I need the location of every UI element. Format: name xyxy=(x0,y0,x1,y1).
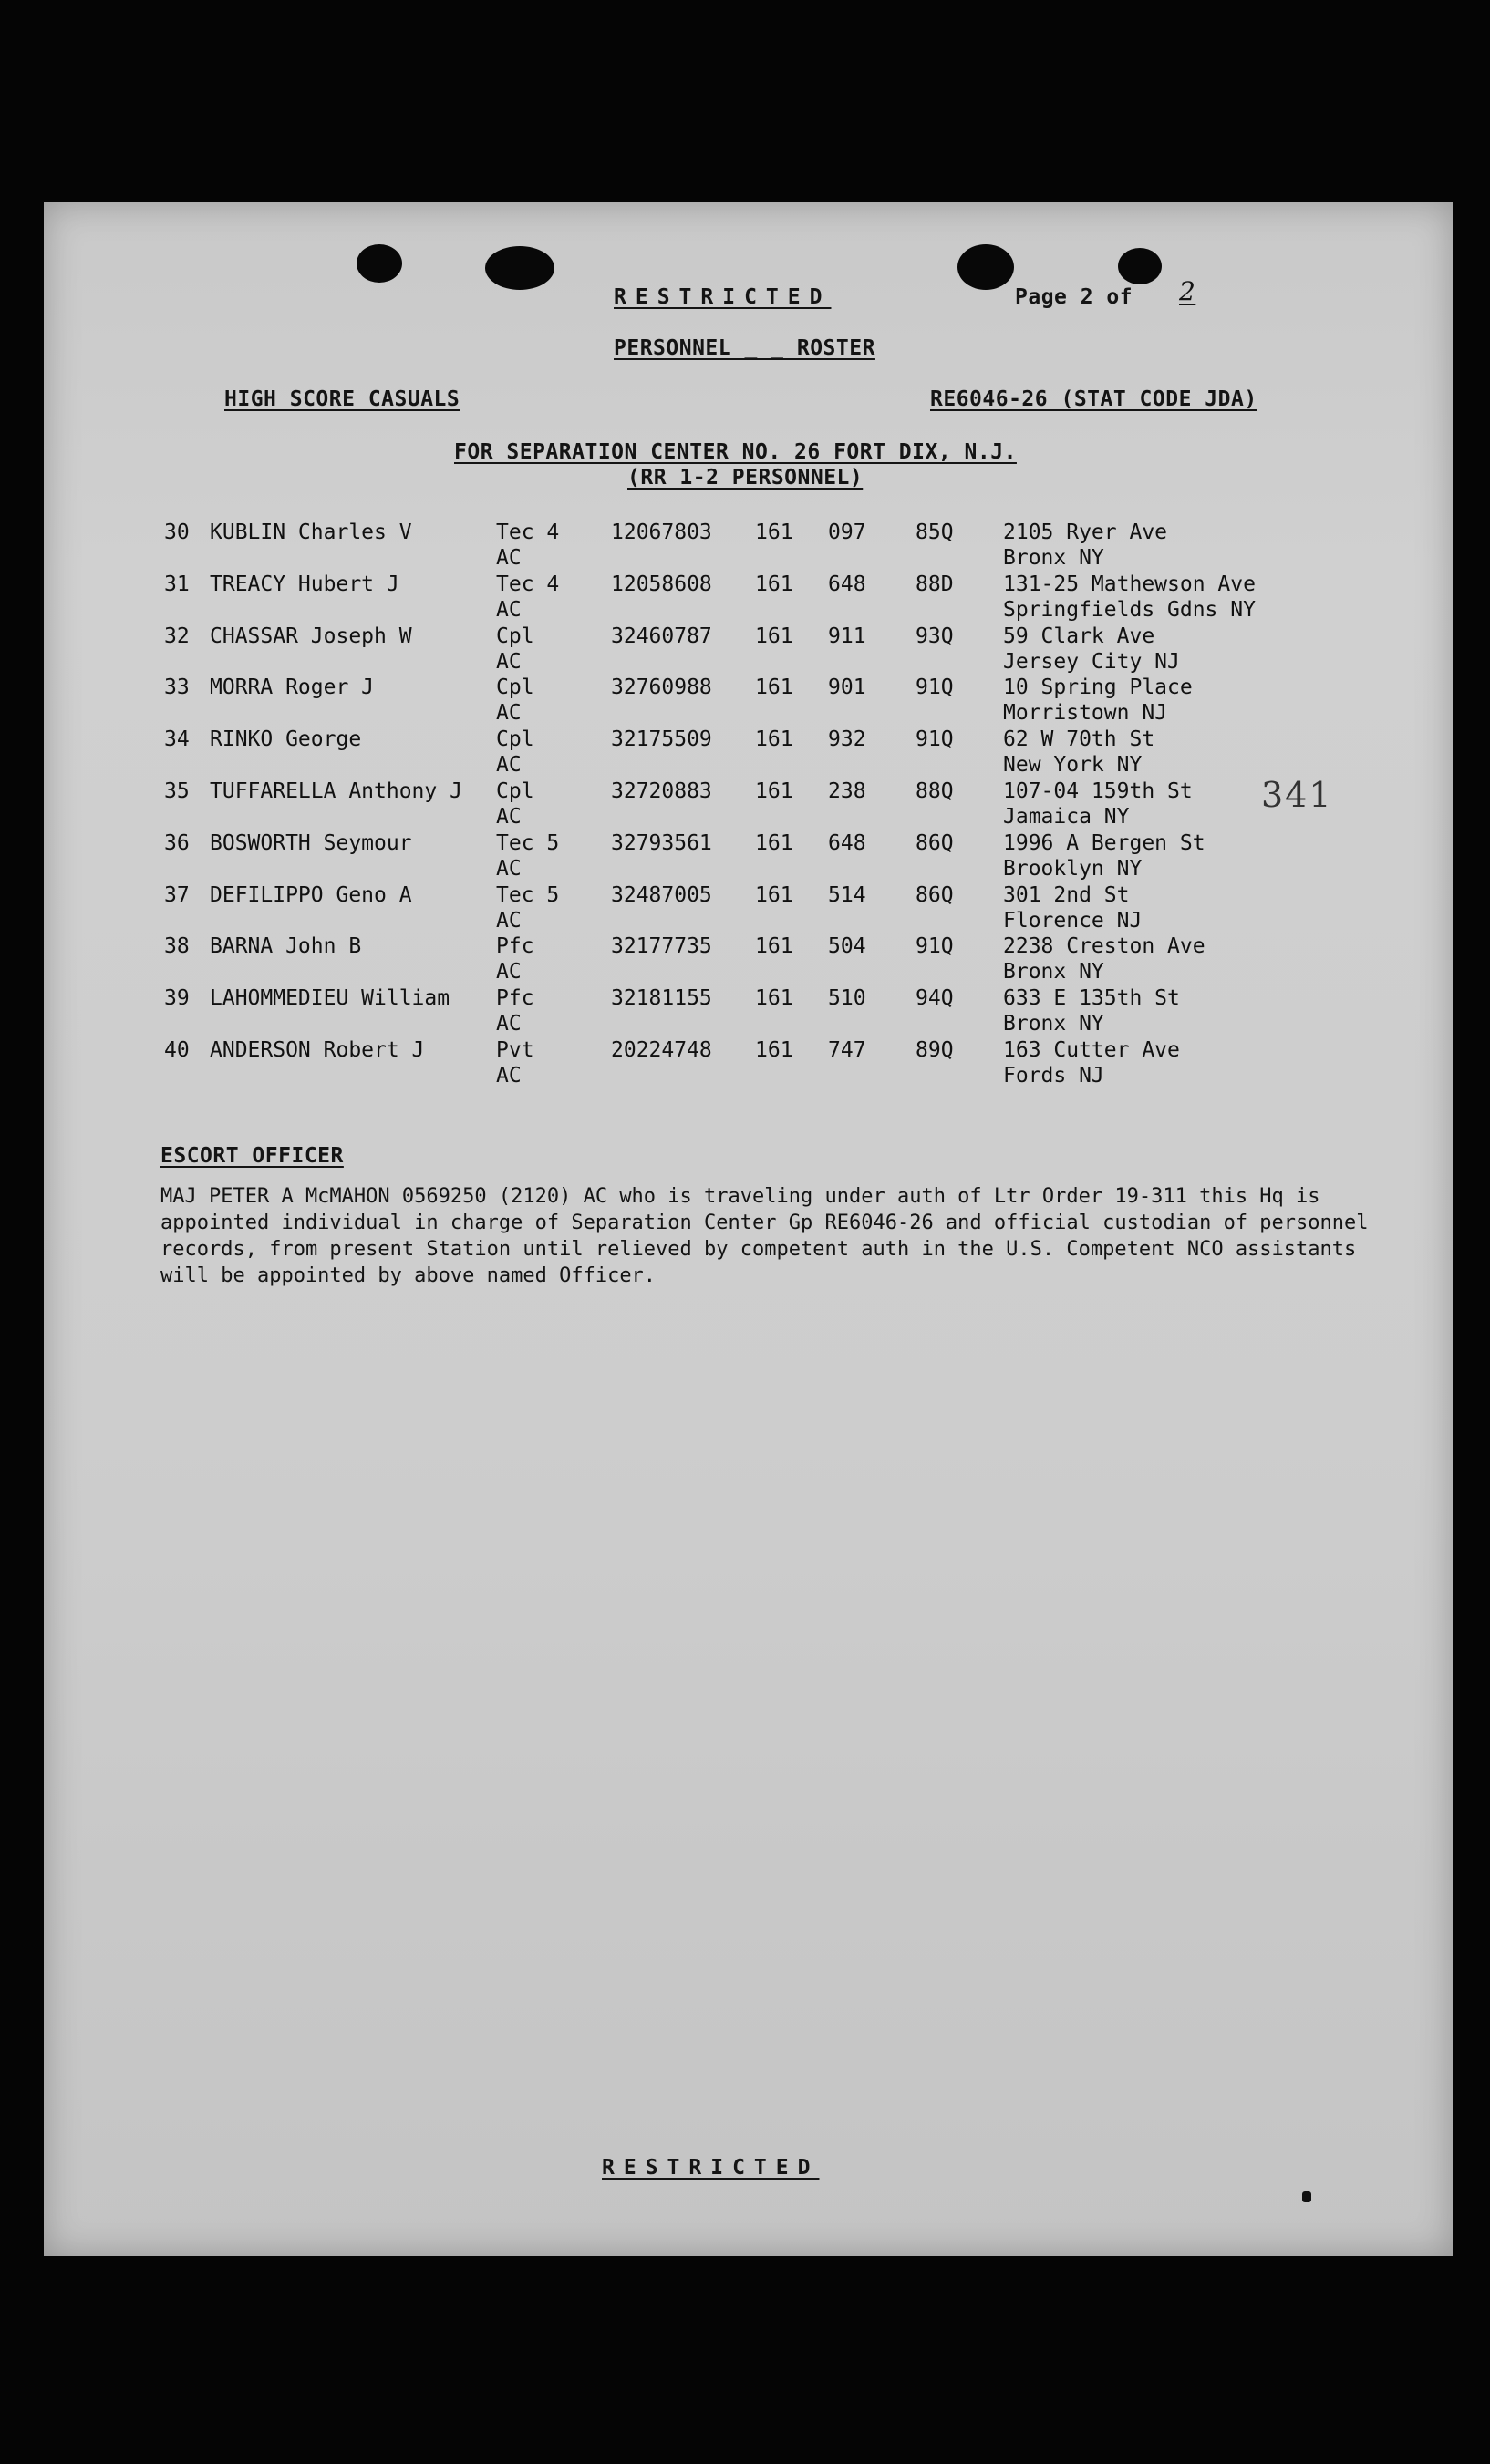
row-name: BARNA John B xyxy=(210,934,362,959)
row-name: KUBLIN Charles V xyxy=(210,521,412,544)
row-branch: AC xyxy=(496,805,522,829)
row-code-3: 88Q xyxy=(916,779,954,803)
row-address-2: Fords NJ xyxy=(1003,1064,1104,1088)
row-code-3: 86Q xyxy=(916,882,954,907)
table-row xyxy=(44,830,1453,881)
row-code-1: 161 xyxy=(755,830,793,855)
row-code-2: 747 xyxy=(828,1038,866,1062)
escort-paragraph: MAJ PETER A McMAHON 0569250 (2120) AC who is traveling under auth of Ltr Order 19-311 this Hq is appointed individual in charge of Separation Center Gp RE6046-26 and official custodian of personnel records, from present Station until relieved by competent auth in the U.S. Competent NCO assistants will be appointed by above named Officer. xyxy=(160,1185,1369,1287)
row-code-3: 91Q xyxy=(916,727,954,752)
page-total: 2 xyxy=(1179,276,1196,306)
row-name: DEFILIPPO Geno A xyxy=(210,882,412,907)
row-address-1: 633 E 135th St xyxy=(1003,986,1180,1011)
row-code-1: 161 xyxy=(755,521,793,544)
row-address-2: Bronx NY xyxy=(1003,960,1104,985)
row-branch: AC xyxy=(496,1064,522,1088)
row-code-1: 161 xyxy=(755,986,793,1011)
row-address-2: Springfields Gdns NY xyxy=(1003,597,1256,622)
row-address-1: 2105 Ryer Ave xyxy=(1003,521,1168,544)
row-number: 32 xyxy=(164,624,190,648)
row-serial: 32720883 xyxy=(611,779,712,803)
escort-heading: ESCORT OFFICER xyxy=(160,1144,344,1168)
row-address-1: 163 Cutter Ave xyxy=(1003,1038,1180,1062)
table-row xyxy=(44,985,1453,1036)
row-branch: AC xyxy=(496,753,522,778)
row-branch: AC xyxy=(496,856,522,881)
document-page xyxy=(44,202,1453,2256)
restricted-header: RESTRICTED xyxy=(614,285,832,309)
row-branch: AC xyxy=(496,908,522,933)
row-address-2: Florence NJ xyxy=(1003,908,1143,933)
row-code-2: 648 xyxy=(828,572,866,596)
row-code-3: 94Q xyxy=(916,986,954,1011)
row-number: 39 xyxy=(164,986,190,1011)
row-serial: 12058608 xyxy=(611,572,712,596)
table-row xyxy=(44,933,1453,985)
row-name: MORRA Roger J xyxy=(210,675,375,700)
row-rank: Pvt xyxy=(496,1038,534,1062)
row-address-2: Bronx NY xyxy=(1003,546,1104,570)
row-code-3: 93Q xyxy=(916,624,954,648)
row-code-1: 161 xyxy=(755,727,793,752)
row-code-2: 238 xyxy=(828,779,866,803)
row-code-1: 161 xyxy=(755,779,793,803)
row-address-1: 1996 A Bergen St xyxy=(1003,830,1205,855)
row-code-2: 504 xyxy=(828,934,866,959)
punch-hole xyxy=(1118,248,1162,284)
personnel-class: (RR 1-2 PERSONNEL) xyxy=(627,466,864,490)
row-code-3: 89Q xyxy=(916,1038,954,1062)
row-address-1: 107-04 159th St xyxy=(1003,779,1193,803)
row-address-1: 10 Spring Place xyxy=(1003,675,1193,700)
row-name: LAHOMMEDIEU William xyxy=(210,986,450,1011)
row-code-1: 161 xyxy=(755,624,793,648)
row-serial: 20224748 xyxy=(611,1038,712,1062)
row-code-3: 85Q xyxy=(916,521,954,544)
row-serial: 32177735 xyxy=(611,934,712,959)
row-branch: AC xyxy=(496,597,522,622)
row-rank: Cpl xyxy=(496,675,534,700)
punch-hole xyxy=(357,244,402,283)
row-address-1: 301 2nd St xyxy=(1003,882,1130,907)
row-rank: Tec 5 xyxy=(496,830,560,855)
punch-hole xyxy=(957,244,1014,290)
ink-dot xyxy=(1302,2191,1311,2202)
row-branch: AC xyxy=(496,701,522,726)
row-code-2: 932 xyxy=(828,727,866,752)
row-code-3: 88D xyxy=(916,572,954,596)
row-number: 40 xyxy=(164,1038,190,1062)
row-number: 33 xyxy=(164,675,190,700)
row-serial: 32760988 xyxy=(611,675,712,700)
row-address-2: Jersey City NJ xyxy=(1003,649,1180,674)
restricted-footer: RESTRICTED xyxy=(602,2156,820,2180)
row-code-2: 510 xyxy=(828,986,866,1011)
row-serial: 32460787 xyxy=(611,624,712,648)
row-code-1: 161 xyxy=(755,675,793,700)
row-branch: AC xyxy=(496,1012,522,1036)
row-number: 31 xyxy=(164,572,190,596)
row-branch: AC xyxy=(496,546,522,570)
row-rank: Tec 5 xyxy=(496,882,560,907)
separation-center: FOR SEPARATION CENTER NO. 26 FORT DIX, N.J. xyxy=(454,440,1017,464)
row-serial: 32793561 xyxy=(611,830,712,855)
row-rank: Pfc xyxy=(496,934,534,959)
row-name: ANDERSON Robert J xyxy=(210,1038,425,1062)
row-branch: AC xyxy=(496,960,522,985)
row-number: 36 xyxy=(164,830,190,855)
row-number: 34 xyxy=(164,727,190,752)
row-address-2: Brooklyn NY xyxy=(1003,856,1143,881)
group-name: HIGH SCORE CASUALS xyxy=(224,387,460,411)
punch-hole xyxy=(485,246,554,290)
table-row xyxy=(44,727,1453,778)
row-code-1: 161 xyxy=(755,934,793,959)
row-rank: Tec 4 xyxy=(496,572,560,596)
row-code-2: 097 xyxy=(828,521,866,544)
stamp-number: 341 xyxy=(1261,775,1333,815)
row-rank: Tec 4 xyxy=(496,521,560,544)
row-code-2: 901 xyxy=(828,675,866,700)
row-number: 38 xyxy=(164,934,190,959)
row-serial: 32175509 xyxy=(611,727,712,752)
row-address-1: 131-25 Mathewson Ave xyxy=(1003,572,1256,596)
row-address-1: 2238 Creston Ave xyxy=(1003,934,1205,959)
row-rank: Cpl xyxy=(496,624,534,648)
row-serial: 32181155 xyxy=(611,986,712,1011)
page-number-label: Page 2 of xyxy=(1015,285,1133,309)
row-name: TREACY Hubert J xyxy=(210,572,399,596)
table-row xyxy=(44,778,1453,830)
row-code-2: 648 xyxy=(828,830,866,855)
table-row xyxy=(44,572,1453,623)
row-rank: Pfc xyxy=(496,986,534,1011)
row-number: 35 xyxy=(164,779,190,803)
row-code-3: 86Q xyxy=(916,830,954,855)
row-address-2: Jamaica NY xyxy=(1003,805,1130,829)
table-row xyxy=(44,520,1453,571)
row-code-3: 91Q xyxy=(916,675,954,700)
row-code-2: 911 xyxy=(828,624,866,648)
roster-title: PERSONNEL _ _ ROSTER xyxy=(614,336,875,360)
table-row xyxy=(44,675,1453,726)
row-code-1: 161 xyxy=(755,1038,793,1062)
row-name: TUFFARELLA Anthony J xyxy=(210,779,462,803)
row-serial: 12067803 xyxy=(611,521,712,544)
row-code-1: 161 xyxy=(755,882,793,907)
row-number: 37 xyxy=(164,882,190,907)
row-number: 30 xyxy=(164,521,190,544)
row-address-1: 59 Clark Ave xyxy=(1003,624,1155,648)
group-code: RE6046-26 (STAT CODE JDA) xyxy=(930,387,1257,411)
row-code-2: 514 xyxy=(828,882,866,907)
row-code-3: 91Q xyxy=(916,934,954,959)
row-serial: 32487005 xyxy=(611,882,712,907)
row-code-1: 161 xyxy=(755,572,793,596)
row-name: CHASSAR Joseph W xyxy=(210,624,412,648)
row-rank: Cpl xyxy=(496,779,534,803)
row-address-2: Morristown NJ xyxy=(1003,701,1168,726)
row-name: RINKO George xyxy=(210,727,362,752)
row-address-1: 62 W 70th St xyxy=(1003,727,1155,752)
row-rank: Cpl xyxy=(496,727,534,752)
table-row xyxy=(44,1037,1453,1088)
table-row xyxy=(44,882,1453,933)
row-branch: AC xyxy=(496,649,522,674)
row-address-2: New York NY xyxy=(1003,753,1143,778)
row-address-2: Bronx NY xyxy=(1003,1012,1104,1036)
table-row xyxy=(44,624,1453,675)
row-name: BOSWORTH Seymour xyxy=(210,830,412,855)
